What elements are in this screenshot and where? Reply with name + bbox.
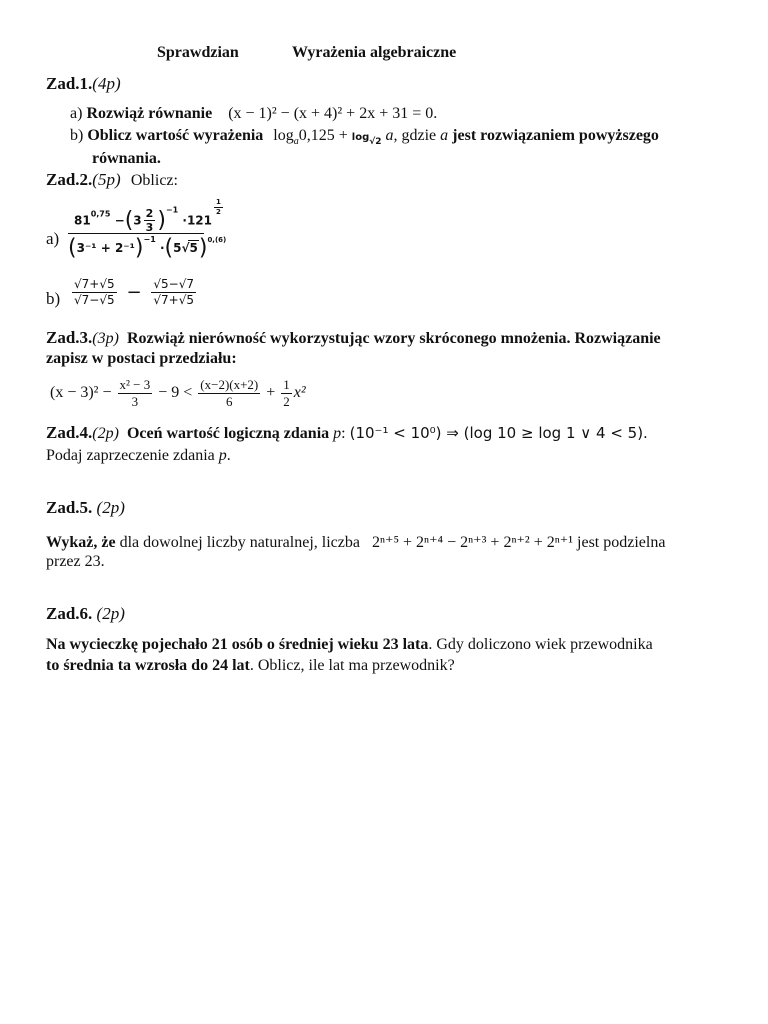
task-1-label: Zad.1. — [46, 74, 93, 93]
task-3-fraction-1: $\frac{\text{x² − 3}}{3}$ — [119, 377, 151, 409]
task-1-heading — [46, 74, 121, 94]
task-1b-line — [70, 127, 659, 145]
header-title-right: Wyrażenia algebraiczne — [292, 44, 457, 61]
task-2-instruction: Oblicz: — [130, 172, 178, 189]
task-2-label: Zad.2. — [46, 170, 93, 189]
task-5-text-1: Wykaż, że — [46, 534, 116, 551]
task-6-text-2b: . Oblicz, ile lat ma przewodnik? — [249, 657, 455, 674]
task-5-text-3: przez 23. — [46, 553, 105, 570]
task-4-var: p — [333, 425, 342, 442]
task-1b-text-2: gdzie — [401, 127, 437, 144]
task-3-fraction-2: $\frac{(x-2)(x+2)}{6}$ — [200, 377, 259, 409]
task-6-points: (2p) — [96, 604, 125, 623]
task-4-label: Zad.4. — [46, 423, 93, 442]
task-2-points: (5p) — [92, 170, 121, 189]
task-3-text-1: Rozwiąż nierówność wykorzystując wzory skróconego mnożenia. Rozwiązanie — [126, 330, 661, 347]
task-1a-marker: a) — [70, 105, 83, 122]
task-5-points: (2p) — [96, 498, 125, 517]
task-1b-marker: b) — [70, 127, 84, 144]
task-1a-equation: (x − 1)² − (x + 4)² + 2x + 31 = 0. — [228, 105, 438, 122]
task-2a-fraction — [68, 199, 226, 262]
task-1b-var: a — [440, 127, 449, 144]
task-4-text-1: Oceń wartość logiczną zdania — [126, 425, 330, 442]
task-6-heading — [46, 604, 125, 624]
task-5-heading — [46, 498, 125, 518]
task-3-label: Zad.3. — [46, 328, 93, 347]
task-6-line-1 — [46, 636, 653, 654]
task-3-text-2: zapisz w postaci przedziału: — [46, 350, 237, 367]
task-2b-minus: − — [126, 281, 142, 303]
task-2b-marker: b) — [46, 289, 61, 308]
task-1b-text-3: jest rozwiązaniem powyższego — [452, 127, 659, 144]
task-5-line-1 — [46, 532, 665, 552]
task-4-line-1: Zad.4.(2p) Oceń wartość logiczną zdania p: (10⁻¹ < 10⁰) ⇒ (log 10 ≥ log 1 ∨ 4 < 5). — [46, 423, 648, 442]
task-5-expression: 2ⁿ⁺⁵ + 2ⁿ⁺⁴ − 2ⁿ⁺³ + 2ⁿ⁺² + 2ⁿ⁺¹ — [371, 534, 574, 551]
task-6-text-1b: . Gdy doliczono wiek przewodnika — [428, 636, 653, 653]
task-1-points: (4p) — [92, 74, 121, 93]
task-5-text-1b: dla dowolnej liczby naturalnej, liczba — [119, 534, 360, 551]
task-4-points: (2p) — [92, 425, 119, 442]
task-5-label: Zad.5. — [46, 498, 93, 517]
header-title-left: Sprawdzian — [157, 44, 239, 61]
task-6-label: Zad.6. — [46, 604, 93, 623]
task-4-expression: (10⁻¹ < 10⁰) ⇒ (log 10 ≥ log 1 ∨ 4 < 5). — [349, 424, 648, 442]
task-2a-denominator: $(3^{-1} + 2^{-1})^{-1} \cdot(5√5)^{0,(6)}$ — [68, 235, 227, 261]
task-3-points: (3p) — [92, 330, 119, 347]
task-1b-text-4: równania. — [92, 150, 161, 167]
task-2a-marker: a) — [46, 229, 60, 248]
task-2b-expression — [70, 278, 198, 306]
task-1a-line — [70, 105, 437, 123]
task-6-text-2a: to średnia ta wzrosła do 24 lat — [46, 657, 250, 674]
task-3-fraction-3: $\frac{1}{2}$ — [283, 377, 290, 409]
task-4-line-2: Podaj zaprzeczenie zdania p. — [46, 447, 231, 464]
task-2b-fraction-1: $\frac{√7+√5}{√7-√5}$ — [74, 277, 115, 307]
task-1a-text: Rozwiąż równanie — [86, 105, 213, 122]
task-1b-expression: $\log_a0,125 + \log_{√2} a$, — [273, 127, 398, 147]
task-1b-text: Oblicz wartość wyrażenia — [87, 127, 264, 144]
task-6-line-2 — [46, 657, 455, 675]
task-5-text-2: jest podzielna — [577, 534, 666, 551]
task-4-text-2: Podaj zaprzeczenie zdania — [46, 447, 215, 464]
task-6-text-1a: Na wycieczkę pojechało 21 osób o średniej wieku 23 lata — [46, 636, 429, 653]
task-2b-fraction-2: $\frac{√5-√7}{√7+√5}$ — [153, 277, 194, 307]
task-3-line-1 — [46, 328, 661, 348]
task-2a-numerator: 81$^{0,75}$ −(3 $\frac{2}{3}$ )$^{-1}$ ·121 $\frac{1}{2}$ — [74, 198, 221, 235]
task-2-heading — [46, 170, 178, 190]
task-3-inequality: (x − 3)² − $\frac{\text{x² − 3}}{3}$ − 9 < $\frac{(x-2)(x+2)}{6}$ + $\frac{1}{2}$ x² — [50, 377, 306, 409]
